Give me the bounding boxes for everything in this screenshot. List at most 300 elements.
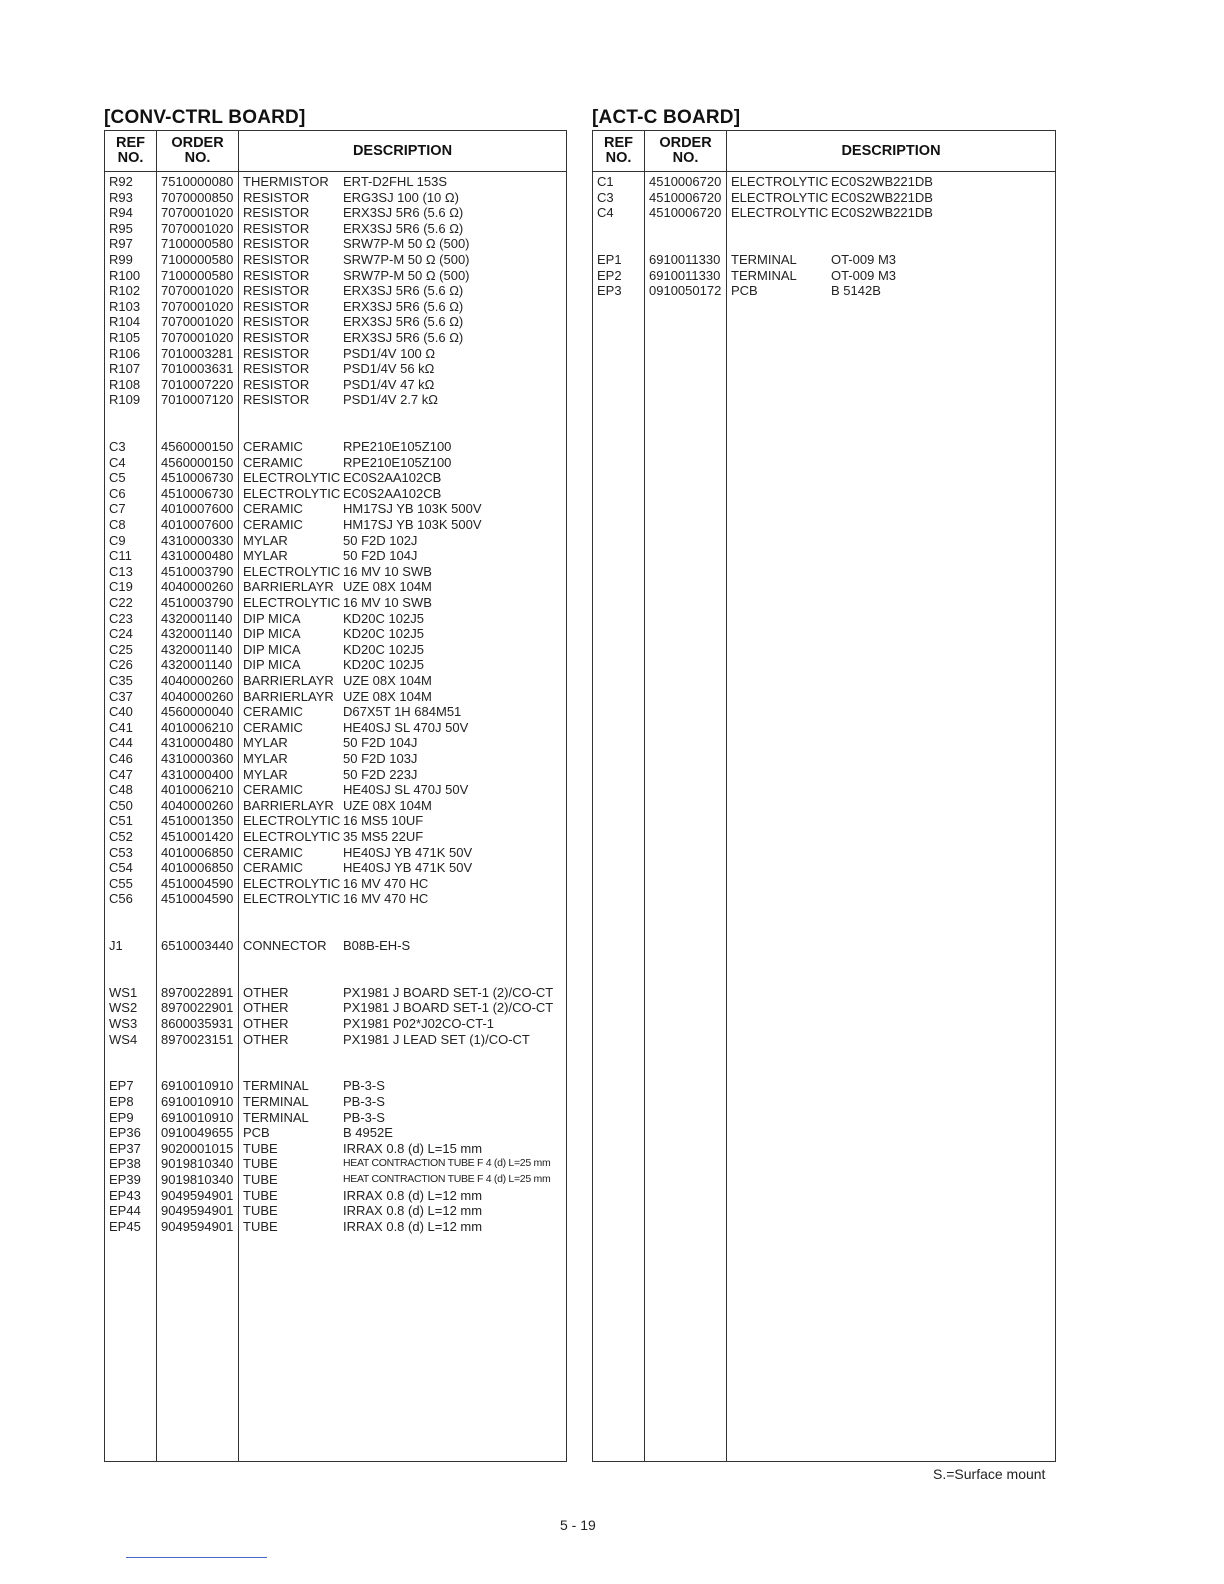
ref-no-cell: R107 xyxy=(109,361,141,377)
ref-no-cell: C37 xyxy=(109,688,133,704)
order-no-cell: 7010007120 xyxy=(161,392,234,408)
ref-no-cell: C47 xyxy=(109,766,133,782)
ref-no-cell: J1 xyxy=(109,938,123,954)
part-type-cell: CONNECTOR xyxy=(243,938,327,954)
part-type-cell: CERAMIC xyxy=(243,782,303,798)
part-value-cell: IRRAX 0.8 (d) L=15 mm xyxy=(343,1140,483,1156)
part-type-cell: TERMINAL xyxy=(243,1109,309,1125)
order-no-cell: 4010006850 xyxy=(161,844,234,860)
part-type-cell: TUBE xyxy=(243,1203,278,1219)
ref-no-cell: EP38 xyxy=(109,1156,141,1172)
order-no-cell: 4560000040 xyxy=(161,704,234,720)
order-no-cell: 4310000400 xyxy=(161,766,234,782)
order-no-cell: 4510003790 xyxy=(161,563,234,579)
table-body xyxy=(593,172,1055,1461)
table-header xyxy=(105,131,566,172)
order-no-cell: 4010007600 xyxy=(161,501,234,517)
order-no-header: ORDER NO. xyxy=(157,131,239,171)
table-row xyxy=(105,486,566,502)
part-type-cell: MYLAR xyxy=(243,766,288,782)
order-no-cell: 4010006850 xyxy=(161,860,234,876)
part-value-cell: HEAT CONTRACTION TUBE F 4 (d) L=25 mm xyxy=(343,1173,551,1185)
part-type-cell: ELECTROLYTIC xyxy=(731,189,829,205)
table-row xyxy=(593,205,1055,221)
part-value-cell: 16 MV 10 SWB xyxy=(343,595,432,611)
table-row xyxy=(105,751,566,767)
order-no-cell: 9019810340 xyxy=(161,1156,234,1172)
ref-no-cell: R94 xyxy=(109,205,133,221)
table-row xyxy=(105,190,566,206)
order-no-cell: 4510006720 xyxy=(649,189,722,205)
order-no-cell: 8970023151 xyxy=(161,1031,234,1047)
ref-no-header: REF NO. xyxy=(105,131,157,171)
part-type-cell: CERAMIC xyxy=(243,719,303,735)
order-no-cell: 6910010910 xyxy=(161,1094,234,1110)
order-no-cell: 4510006720 xyxy=(649,174,722,189)
order-no-cell: 4510003790 xyxy=(161,595,234,611)
table-row xyxy=(105,268,566,284)
table-row xyxy=(105,813,566,829)
ref-no-cell: EP2 xyxy=(597,267,622,283)
table-row xyxy=(105,1032,566,1048)
order-no-cell: 7070001020 xyxy=(161,329,234,345)
part-value-cell: EC0S2AA102CB xyxy=(343,485,442,501)
ref-no-cell: C46 xyxy=(109,750,133,766)
part-value-cell: B08B-EH-S xyxy=(343,938,411,954)
table-row xyxy=(105,361,566,377)
part-value-cell: 16 MV 470 HC xyxy=(343,875,429,891)
part-value-cell: PX1981 P02*J02CO-CT-1 xyxy=(343,1016,495,1032)
ref-no-cell: C1 xyxy=(597,174,614,189)
part-value-cell: 35 MS5 22UF xyxy=(343,828,424,844)
table-row xyxy=(105,533,566,549)
part-value-cell: PB-3-S xyxy=(343,1109,385,1125)
table-row xyxy=(105,673,566,689)
part-value-cell: HE40SJ SL 470J 50V xyxy=(343,782,469,798)
order-no-cell: 4040000260 xyxy=(161,797,234,813)
part-value-cell: IRRAX 0.8 (d) L=12 mm xyxy=(343,1218,483,1234)
part-type-cell: RESISTOR xyxy=(243,267,310,283)
ref-no-cell: EP9 xyxy=(109,1109,134,1125)
table-row xyxy=(105,330,566,346)
part-type-cell: RESISTOR xyxy=(243,376,310,392)
order-no-cell: 7010007220 xyxy=(161,376,234,392)
part-value-cell: HEAT CONTRACTION TUBE F 4 (d) L=25 mm xyxy=(343,1157,551,1170)
ref-no-cell: C26 xyxy=(109,657,133,673)
part-type-cell: MYLAR xyxy=(243,532,288,548)
part-type-cell: BARRIERLAYR xyxy=(243,673,334,688)
part-type-cell: ELECTROLYTIC xyxy=(731,205,829,221)
part-value-cell: OT-009 M3 xyxy=(831,251,897,267)
order-no-cell: 4320001140 xyxy=(161,641,233,657)
part-type-cell: ELECTROLYTIC xyxy=(243,563,341,579)
part-type-cell: TUBE xyxy=(243,1140,278,1156)
part-type-cell: TUBE xyxy=(243,1156,278,1172)
part-value-cell: PSD1/4V 100 Ω xyxy=(343,345,436,361)
order-no-cell: 7070000850 xyxy=(161,189,234,205)
order-no-cell: 6510003440 xyxy=(161,938,234,954)
ref-no-cell: R100 xyxy=(109,267,141,283)
ref-no-header: REF NO. xyxy=(593,131,645,171)
part-value-cell: 50 F2D 104J xyxy=(343,735,418,751)
table-row xyxy=(105,985,566,1001)
order-no-cell: 9049594901 xyxy=(161,1203,234,1219)
part-type-cell: PCB xyxy=(731,283,758,299)
table-row xyxy=(593,268,1055,284)
order-no-cell: 7010003281 xyxy=(161,345,234,361)
ref-no-cell: EP36 xyxy=(109,1125,141,1141)
parts-table xyxy=(592,130,1056,1462)
part-type-cell: OTHER xyxy=(243,1031,289,1047)
row-spacer xyxy=(105,408,566,424)
part-value-cell: UZE 08X 104M xyxy=(343,797,432,813)
table-row xyxy=(105,1016,566,1032)
order-no-cell: 7100000580 xyxy=(161,251,234,267)
part-value-cell: 50 F2D 223J xyxy=(343,766,418,782)
part-type-cell: DIP MICA xyxy=(243,626,301,642)
part-value-cell: SRW7P-M 50 Ω (500) xyxy=(343,267,470,283)
row-spacer xyxy=(105,907,566,923)
table-row xyxy=(105,1078,566,1094)
ref-no-cell: WS2 xyxy=(109,1000,138,1016)
part-value-cell: ERX3SJ 5R6 (5.6 Ω) xyxy=(343,205,464,221)
ref-no-cell: C3 xyxy=(597,189,614,205)
part-value-cell: 16 MV 470 HC xyxy=(343,891,429,907)
table-row xyxy=(105,845,566,861)
order-no-cell: 4510004590 xyxy=(161,891,234,907)
part-type-cell: RESISTOR xyxy=(243,251,310,267)
table-row xyxy=(105,1000,566,1016)
order-no-cell: 4320001140 xyxy=(161,610,233,626)
table-row xyxy=(105,1141,566,1157)
ref-no-cell: EP37 xyxy=(109,1140,141,1156)
page-number: 5 - 19 xyxy=(560,1517,596,1533)
part-value-cell: ERX3SJ 5R6 (5.6 Ω) xyxy=(343,329,464,345)
table-row xyxy=(105,221,566,237)
part-value-cell: EC0S2AA102CB xyxy=(343,470,442,486)
part-value-cell: 50 F2D 104J xyxy=(343,548,418,564)
row-spacer xyxy=(105,424,566,440)
ref-no-cell: R105 xyxy=(109,329,141,345)
ref-no-cell: C52 xyxy=(109,828,133,844)
part-type-cell: MYLAR xyxy=(243,735,288,751)
table-row xyxy=(105,798,566,814)
part-type-cell: MYLAR xyxy=(243,750,288,766)
table-row xyxy=(105,642,566,658)
table-row xyxy=(105,392,566,408)
table-row xyxy=(593,174,1055,190)
part-value-cell: UZE 08X 104M xyxy=(343,673,432,688)
part-type-cell: OTHER xyxy=(243,1016,289,1032)
part-type-cell: CERAMIC xyxy=(243,501,303,517)
part-value-cell: ERX3SJ 5R6 (5.6 Ω) xyxy=(343,298,464,314)
table-row xyxy=(105,283,566,299)
order-no-cell: 4310000360 xyxy=(161,750,234,766)
part-type-cell: TERMINAL xyxy=(243,1094,309,1110)
order-no-cell: 0910050172 xyxy=(649,283,722,299)
row-spacer xyxy=(105,923,566,939)
act-c-board xyxy=(592,104,1056,1462)
ref-no-cell: C6 xyxy=(109,485,126,501)
order-no-cell: 9049594901 xyxy=(161,1218,234,1234)
part-value-cell: EC0S2WB221DB xyxy=(831,189,933,205)
part-value-cell: PB-3-S xyxy=(343,1094,385,1110)
part-type-cell: CERAMIC xyxy=(243,860,303,876)
table-row xyxy=(105,720,566,736)
order-no-cell: 4040000260 xyxy=(161,688,234,704)
part-type-cell: RESISTOR xyxy=(243,329,310,345)
part-value-cell: 16 MS5 10UF xyxy=(343,813,424,829)
ref-no-cell: R106 xyxy=(109,345,141,361)
part-value-cell: KD20C 102J5 xyxy=(343,657,424,673)
table-row xyxy=(105,1156,566,1172)
part-type-cell: RESISTOR xyxy=(243,189,310,205)
ref-no-cell: C13 xyxy=(109,563,133,579)
order-no-cell: 6910010910 xyxy=(161,1078,234,1094)
order-no-cell: 4510006730 xyxy=(161,485,234,501)
order-no-cell: 4310000480 xyxy=(161,548,234,564)
part-type-cell: TUBE xyxy=(243,1172,278,1187)
ref-no-cell: C8 xyxy=(109,517,126,533)
part-value-cell: B 5142B xyxy=(831,283,881,299)
ref-no-cell: R109 xyxy=(109,392,141,408)
part-value-cell: KD20C 102J5 xyxy=(343,610,424,626)
ref-no-cell: WS4 xyxy=(109,1031,138,1047)
part-type-cell: RESISTOR xyxy=(243,236,310,252)
part-type-cell: RESISTOR xyxy=(243,392,310,408)
part-value-cell: ERX3SJ 5R6 (5.6 Ω) xyxy=(343,283,464,299)
part-type-cell: CERAMIC xyxy=(243,439,303,455)
order-no-cell: 9020001015 xyxy=(161,1140,234,1156)
part-type-cell: RESISTOR xyxy=(243,345,310,361)
table-row xyxy=(105,1094,566,1110)
part-type-cell: PCB xyxy=(243,1125,270,1141)
ref-no-cell: WS1 xyxy=(109,984,138,1000)
part-type-cell: BARRIERLAYR xyxy=(243,579,334,595)
table-row xyxy=(105,439,566,455)
ref-no-cell: R95 xyxy=(109,220,133,236)
part-value-cell: SRW7P-M 50 Ω (500) xyxy=(343,251,470,267)
surface-mount-footnote: S.=Surface mount xyxy=(933,1466,1046,1482)
ref-no-cell: R99 xyxy=(109,251,133,267)
order-no-cell: 7070001020 xyxy=(161,205,234,221)
divider-line xyxy=(126,1557,267,1558)
table-rows xyxy=(105,174,566,1234)
table-row xyxy=(105,1110,566,1126)
part-type-cell: BARRIERLAYR xyxy=(243,688,334,704)
order-no-cell: 4310000330 xyxy=(161,532,234,548)
part-type-cell: OTHER xyxy=(243,1000,289,1016)
part-type-cell: ELECTROLYTIC xyxy=(731,174,829,189)
table-row xyxy=(105,346,566,362)
part-type-cell: TERMINAL xyxy=(243,1078,309,1094)
table-row xyxy=(105,704,566,720)
part-value-cell: KD20C 102J5 xyxy=(343,641,424,657)
part-value-cell: ERX3SJ 5R6 (5.6 Ω) xyxy=(343,220,464,236)
ref-no-cell: C22 xyxy=(109,595,133,611)
ref-no-cell: R108 xyxy=(109,376,141,392)
table-row xyxy=(105,377,566,393)
ref-no-cell: C54 xyxy=(109,860,133,876)
table-row xyxy=(105,579,566,595)
table-row xyxy=(105,735,566,751)
part-value-cell: ERT-D2FHL 153S xyxy=(343,174,448,189)
order-no-cell: 7070001020 xyxy=(161,298,234,314)
order-no-cell: 6910011330 xyxy=(649,267,721,283)
part-type-cell: TERMINAL xyxy=(731,251,797,267)
order-no-cell: 4320001140 xyxy=(161,657,233,673)
part-value-cell: SRW7P-M 50 Ω (500) xyxy=(343,236,470,252)
table-row xyxy=(105,689,566,705)
ref-no-cell: C4 xyxy=(109,454,126,470)
order-no-cell: 9019810340 xyxy=(161,1172,234,1187)
part-type-cell: CERAMIC xyxy=(243,517,303,533)
ref-no-cell: C11 xyxy=(109,548,132,564)
ref-no-cell: EP39 xyxy=(109,1172,141,1187)
ref-no-cell: EP44 xyxy=(109,1203,141,1219)
board-title: [CONV-CTRL BOARD] xyxy=(104,107,306,128)
part-value-cell: IRRAX 0.8 (d) L=12 mm xyxy=(343,1187,483,1203)
part-value-cell: PB-3-S xyxy=(343,1078,385,1094)
ref-no-cell: R97 xyxy=(109,236,133,252)
part-type-cell: RESISTOR xyxy=(243,283,310,299)
table-row xyxy=(105,314,566,330)
ref-no-cell: R102 xyxy=(109,283,141,299)
order-no-cell: 7070001020 xyxy=(161,314,234,330)
part-value-cell: ERX3SJ 5R6 (5.6 Ω) xyxy=(343,314,464,330)
ref-no-cell: EP45 xyxy=(109,1218,141,1234)
row-spacer xyxy=(105,954,566,970)
ref-no-cell: C50 xyxy=(109,797,133,813)
ref-no-cell: C3 xyxy=(109,439,126,455)
order-no-cell: 4010006210 xyxy=(161,719,234,735)
part-value-cell: EC0S2WB221DB xyxy=(831,174,933,189)
order-no-cell: 4040000260 xyxy=(161,673,234,688)
ref-no-cell: R92 xyxy=(109,174,133,189)
order-no-header: ORDER NO. xyxy=(645,131,727,171)
table-row xyxy=(105,782,566,798)
description-header: DESCRIPTION xyxy=(841,142,941,159)
table-row xyxy=(593,252,1055,268)
part-type-cell: CERAMIC xyxy=(243,454,303,470)
part-value-cell: 16 MV 10 SWB xyxy=(343,563,432,579)
table-row xyxy=(105,657,566,673)
order-no-cell: 4510006720 xyxy=(649,205,722,221)
part-type-cell: RESISTOR xyxy=(243,298,310,314)
ref-no-cell: C24 xyxy=(109,626,133,642)
order-no-cell: 7100000580 xyxy=(161,236,234,252)
part-value-cell: RPE210E105Z100 xyxy=(343,454,452,470)
part-value-cell: PSD1/4V 47 kΩ xyxy=(343,376,435,392)
part-type-cell: TERMINAL xyxy=(731,267,797,283)
table-row xyxy=(105,299,566,315)
ref-no-cell: C40 xyxy=(109,704,133,720)
part-type-cell: DIP MICA xyxy=(243,610,301,626)
table-row xyxy=(105,767,566,783)
ref-no-cell: C5 xyxy=(109,470,126,486)
table-row xyxy=(105,564,566,580)
table-row xyxy=(105,205,566,221)
table-row xyxy=(593,283,1055,299)
table-row xyxy=(105,1188,566,1204)
order-no-cell: 4310000480 xyxy=(161,735,234,751)
row-spacer xyxy=(593,221,1055,237)
order-no-cell: 4510004590 xyxy=(161,875,234,891)
table-row xyxy=(105,1219,566,1235)
order-no-cell: 4320001140 xyxy=(161,626,233,642)
order-no-cell: 8970022891 xyxy=(161,984,234,1000)
board-title: [ACT-C BOARD] xyxy=(592,107,741,128)
ref-no-cell: C35 xyxy=(109,673,133,688)
order-no-cell: 6910010910 xyxy=(161,1109,234,1125)
ref-no-cell: C9 xyxy=(109,532,126,548)
ref-no-cell: C53 xyxy=(109,844,133,860)
order-no-cell: 0910049655 xyxy=(161,1125,234,1141)
table-row xyxy=(105,860,566,876)
part-type-cell: THERMISTOR xyxy=(243,174,329,189)
part-value-cell: PX1981 J BOARD SET-1 (2)/CO-CT xyxy=(343,984,554,1000)
ref-no-cell: EP7 xyxy=(109,1078,134,1094)
order-no-cell: 7510000080 xyxy=(161,174,234,189)
order-no-cell: 6910011330 xyxy=(649,251,721,267)
ref-no-cell: R103 xyxy=(109,298,141,314)
table-header xyxy=(593,131,1055,172)
part-value-cell: EC0S2WB221DB xyxy=(831,205,933,221)
table-row xyxy=(105,174,566,190)
part-value-cell: 50 F2D 102J xyxy=(343,532,418,548)
part-type-cell: RESISTOR xyxy=(243,205,310,221)
part-value-cell: KD20C 102J5 xyxy=(343,626,424,642)
table-row xyxy=(105,517,566,533)
part-value-cell: UZE 08X 104M xyxy=(343,579,432,595)
order-no-cell: 9049594901 xyxy=(161,1187,234,1203)
table-row xyxy=(105,891,566,907)
order-no-cell: 4510006730 xyxy=(161,470,234,486)
ref-no-cell: C25 xyxy=(109,641,133,657)
row-spacer xyxy=(105,969,566,985)
conv-ctrl-board xyxy=(104,104,567,1462)
ref-no-cell: C48 xyxy=(109,782,133,798)
part-value-cell: HE40SJ SL 470J 50V xyxy=(343,719,469,735)
part-value-cell: HE40SJ YB 471K 50V xyxy=(343,844,473,860)
order-no-cell: 4560000150 xyxy=(161,439,234,455)
part-value-cell: OT-009 M3 xyxy=(831,267,897,283)
table-row xyxy=(105,455,566,471)
ref-no-cell: C55 xyxy=(109,875,133,891)
table-row xyxy=(105,626,566,642)
ref-no-cell: EP3 xyxy=(597,283,622,299)
order-no-cell: 4010007600 xyxy=(161,517,234,533)
part-type-cell: BARRIERLAYR xyxy=(243,797,334,813)
part-type-cell: TUBE xyxy=(243,1187,278,1203)
order-no-cell: 8970022901 xyxy=(161,1000,234,1016)
ref-no-cell: C23 xyxy=(109,610,133,626)
ref-no-cell: WS3 xyxy=(109,1016,138,1032)
table-row xyxy=(105,938,566,954)
ref-no-cell: C44 xyxy=(109,735,133,751)
order-no-cell: 4560000150 xyxy=(161,454,234,470)
order-no-cell: 4510001420 xyxy=(161,828,234,844)
order-no-cell: 7070001020 xyxy=(161,283,234,299)
part-value-cell: PX1981 J BOARD SET-1 (2)/CO-CT xyxy=(343,1000,554,1016)
part-value-cell: HM17SJ YB 103K 500V xyxy=(343,517,482,533)
part-value-cell: HE40SJ YB 471K 50V xyxy=(343,860,473,876)
part-value-cell: D67X5T 1H 684M51 xyxy=(343,704,462,720)
part-type-cell: RESISTOR xyxy=(243,314,310,330)
order-no-cell: 7010003631 xyxy=(161,361,234,377)
part-type-cell: ELECTROLYTIC xyxy=(243,891,341,907)
ref-no-cell: EP43 xyxy=(109,1187,141,1203)
